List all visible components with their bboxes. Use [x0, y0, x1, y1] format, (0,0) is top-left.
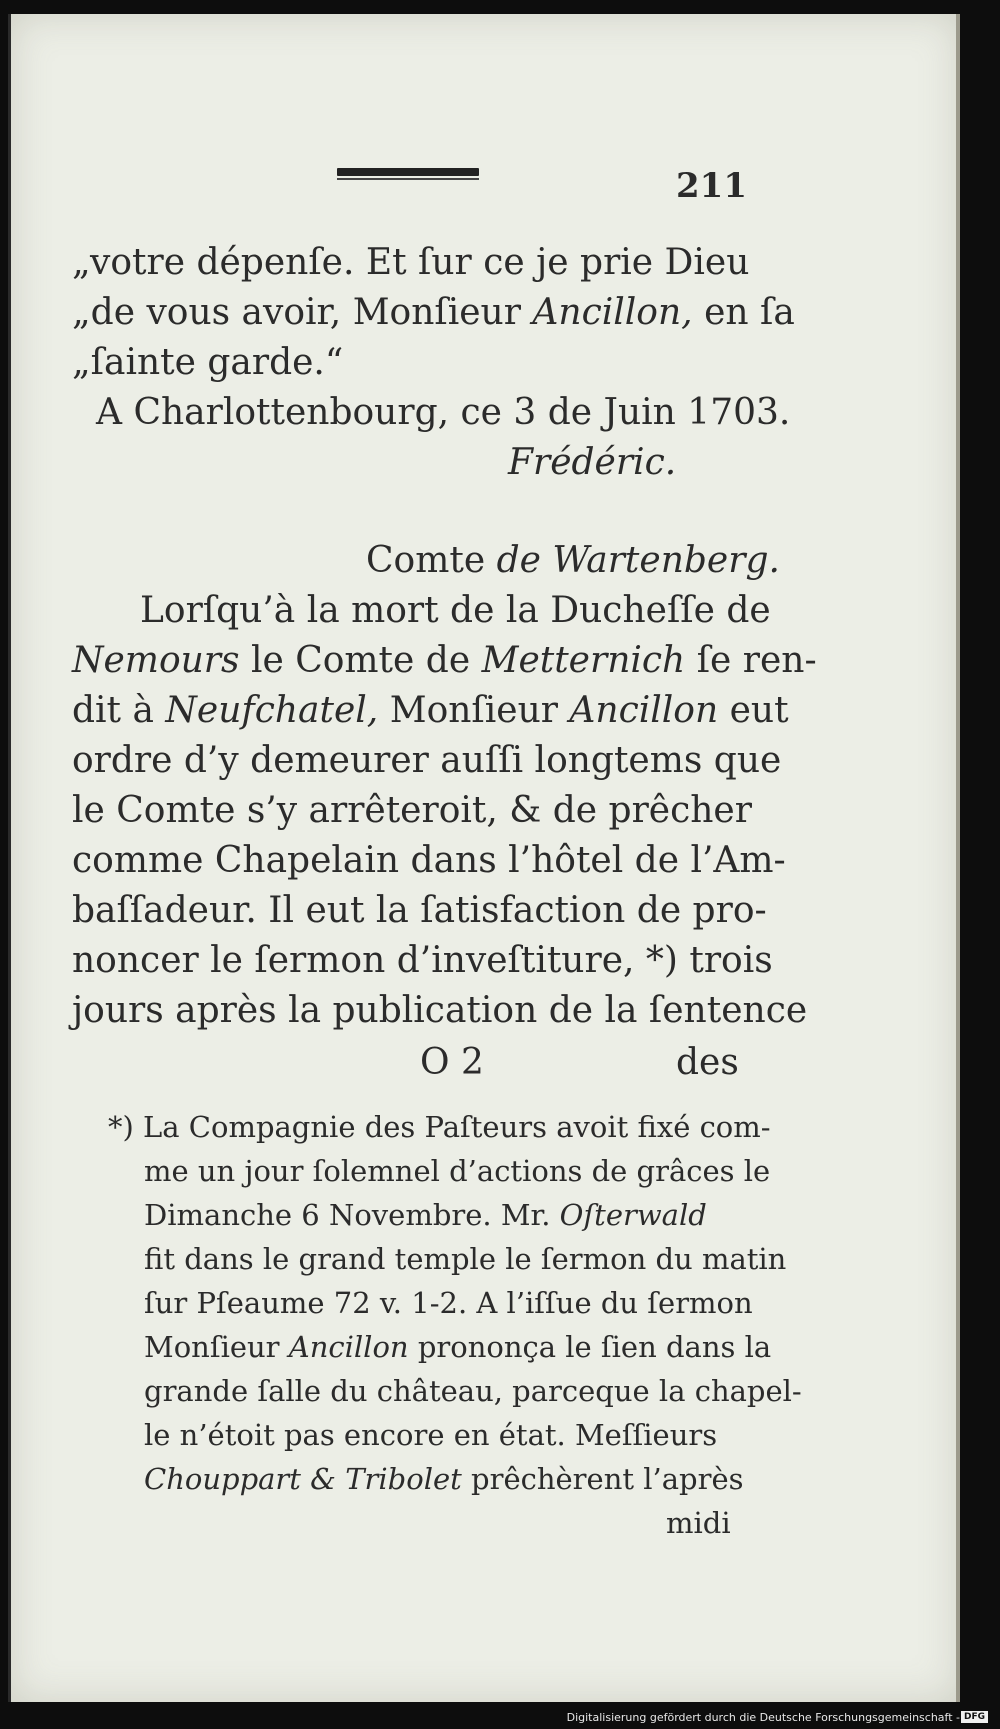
body-line-8: le Comte s’y arrêteroit, & de prêcher — [72, 790, 752, 831]
footnote-line-5: ſur Pſeaume 72 v. 1-2. A l’iſſue du ſermon — [144, 1286, 753, 1320]
footnote-line-6: Monſieur Ancillon prononça le ſien dans la — [144, 1330, 772, 1364]
footnote-line-7: grande ſalle du château, parceque la chapel- — [144, 1374, 802, 1408]
body-line-6: dit à Neufchatel, Monſieur Ancillon eut — [72, 690, 789, 731]
page-edge — [956, 14, 960, 1702]
body-line-12: jours après la publication de la ſentence — [72, 990, 808, 1031]
body-line-9: comme Chapelain dans l’hôtel de l’Am- — [72, 840, 786, 881]
footnote-line-2: me un jour ſolemnel d’actions de grâces le — [144, 1154, 771, 1188]
signature-frederic: Frédéric. — [508, 442, 677, 483]
body-line-4: Lorſqu’à la mort de la Ducheſſe de — [140, 590, 771, 631]
body-line-5: Nemours le Comte de Metternich ſe ren- — [72, 640, 817, 681]
dfg-logo: DFG — [961, 1711, 988, 1723]
footnote-line-3: Dimanche 6 Novembre. Mr. Oſterwald — [144, 1198, 707, 1232]
footnote-line-9: Chouppart & Tribolet prêchèrent l’après — [144, 1462, 744, 1496]
header-rule-thin — [337, 178, 479, 180]
catchword: des — [676, 1042, 739, 1083]
footnote-line-4: fit dans le grand temple le ſermon du matin — [144, 1242, 787, 1276]
header-rule — [337, 168, 479, 176]
digitization-credit: Digitalisierung gefördert durch die Deutsche Forschungsgemeinschaft - — [566, 1711, 960, 1724]
footnote-catchword: midi — [666, 1506, 731, 1540]
footnote-line-8: le n’étoit pas encore en état. Meſſieurs — [144, 1418, 718, 1452]
page-number: 211 — [676, 166, 747, 206]
footnote-line-1: *) La Compagnie des Paſteurs avoit fixé com- — [108, 1110, 771, 1144]
signature-mark: O 2 — [420, 1042, 484, 1083]
body-line-1: „votre dépenſe. Et ſur ce je prie Dieu — [72, 242, 750, 283]
body-line-date: A Charlottenbourg, ce 3 de Juin 1703. — [96, 392, 791, 433]
section-heading: Comte de Wartenberg. — [366, 540, 780, 581]
body-line-3: „ſainte garde.“ — [72, 342, 344, 383]
body-line-2: „de vous avoir, Monſieur Ancillon, en ſa — [72, 292, 795, 333]
body-line-7: ordre d’y demeurer auſſi longtems que — [72, 740, 782, 781]
body-line-11: noncer le ſermon d’inveſtiture, *) trois — [72, 940, 773, 981]
body-line-10: baſſadeur. Il eut la ſatisfaction de pro- — [72, 890, 767, 931]
